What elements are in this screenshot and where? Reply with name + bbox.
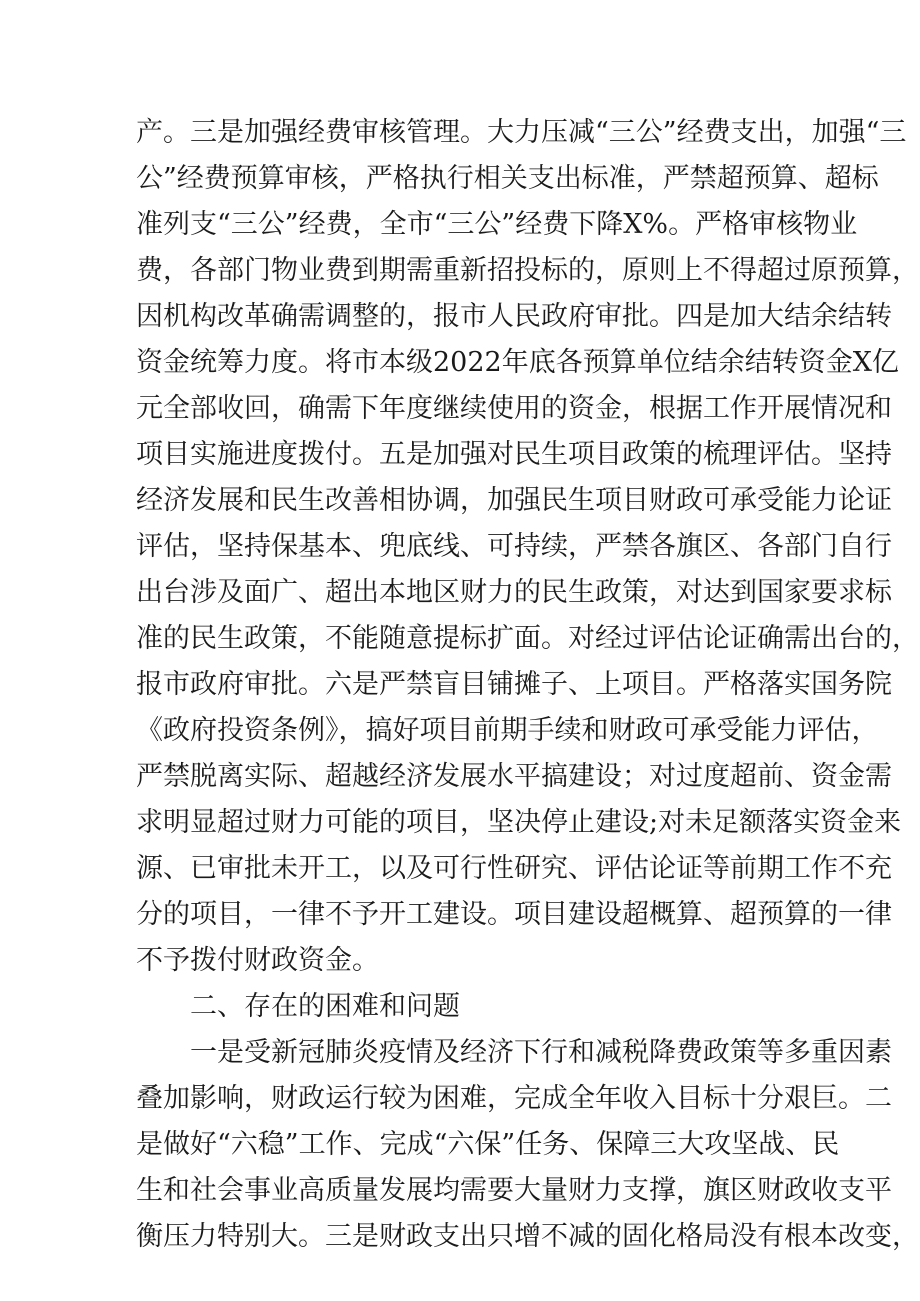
paragraph-line: 严禁脱离实际、超越经济发展水平搞建设；对过度超前、资金需 bbox=[136, 761, 892, 792]
paragraph-line: 是做好“六稳”工作、完成“六保”任务、保障三大攻坚战、民 bbox=[136, 1129, 840, 1160]
paragraph-line: 经济发展和民生改善相协调，加强民生项目财政可承受能力论证 bbox=[136, 485, 892, 516]
paragraph-line: 源、已审批未开工，以及可行性研究、评估论证等前期工作不充 bbox=[136, 853, 892, 884]
paragraph-line: 报市政府审批。六是严禁盲目铺摊子、上项目。严格落实国务院 bbox=[136, 669, 892, 700]
paragraph-line: 出台涉及面广、超出本地区财力的民生政策，对达到国家要求标 bbox=[136, 577, 892, 608]
paragraph-line: 衡压力特别大。三是财政支出只增不减的固化格局没有根本改变， bbox=[136, 1221, 919, 1252]
section-heading: 二、存在的困难和问题 bbox=[190, 991, 460, 1022]
paragraph-line: 叠加影响，财政运行较为困难，完成全年收入目标十分艰巨。二 bbox=[136, 1083, 892, 1114]
paragraph-line: 因机构改革确需调整的，报市人民政府审批。四是加大结余结转 bbox=[136, 301, 892, 332]
paragraph-line: 准列支“三公”经费，全市“三公”经费下降X%。严格审核物业 bbox=[136, 209, 858, 240]
paragraph-line: 资金统筹力度。将市本级2022年底各预算单位结余结转资金X亿 bbox=[136, 347, 899, 378]
paragraph-line: 一是受新冠肺炎疫情及经济下行和减税降费政策等多重因素 bbox=[190, 1037, 892, 1068]
paragraph-line: 不予拨付财政资金。 bbox=[136, 945, 379, 976]
paragraph-line: 评估，坚持保基本、兜底线、可持续，严禁各旗区、各部门自行 bbox=[136, 531, 892, 562]
paragraph-line: 项目实施进度拨付。五是加强对民生项目政策的梳理评估。坚持 bbox=[136, 439, 892, 470]
paragraph-line: 费，各部门物业费到期需重新招投标的，原则上不得超过原预算， bbox=[136, 255, 919, 286]
paragraph-line: 公”经费预算审核，严格执行相关支出标准，严禁超预算、超标 bbox=[136, 163, 879, 194]
paragraph-line: 分的项目，一律不予开工建设。项目建设超概算、超预算的一律 bbox=[136, 899, 892, 930]
paragraph-line: 准的民生政策，不能随意提标扩面。对经过评估论证确需出台的， bbox=[136, 623, 919, 654]
paragraph-line: 生和社会事业高质量发展均需要大量财力支撑，旗区财政收支平 bbox=[136, 1175, 892, 1206]
paragraph-line: 产。三是加强经费审核管理。大力压减“三公”经费支出，加强“三 bbox=[136, 117, 907, 148]
paragraph-line: 求明显超过财力可能的项目，坚决停止建设;对未足额落实资金来 bbox=[136, 807, 902, 838]
paragraph-line: 《政府投资条例》，搞好项目前期手续和财政可承受能力评估， bbox=[136, 715, 879, 746]
paragraph-line: 元全部收回，确需下年度继续使用的资金，根据工作开展情况和 bbox=[136, 393, 892, 424]
document-body bbox=[136, 110, 919, 1260]
